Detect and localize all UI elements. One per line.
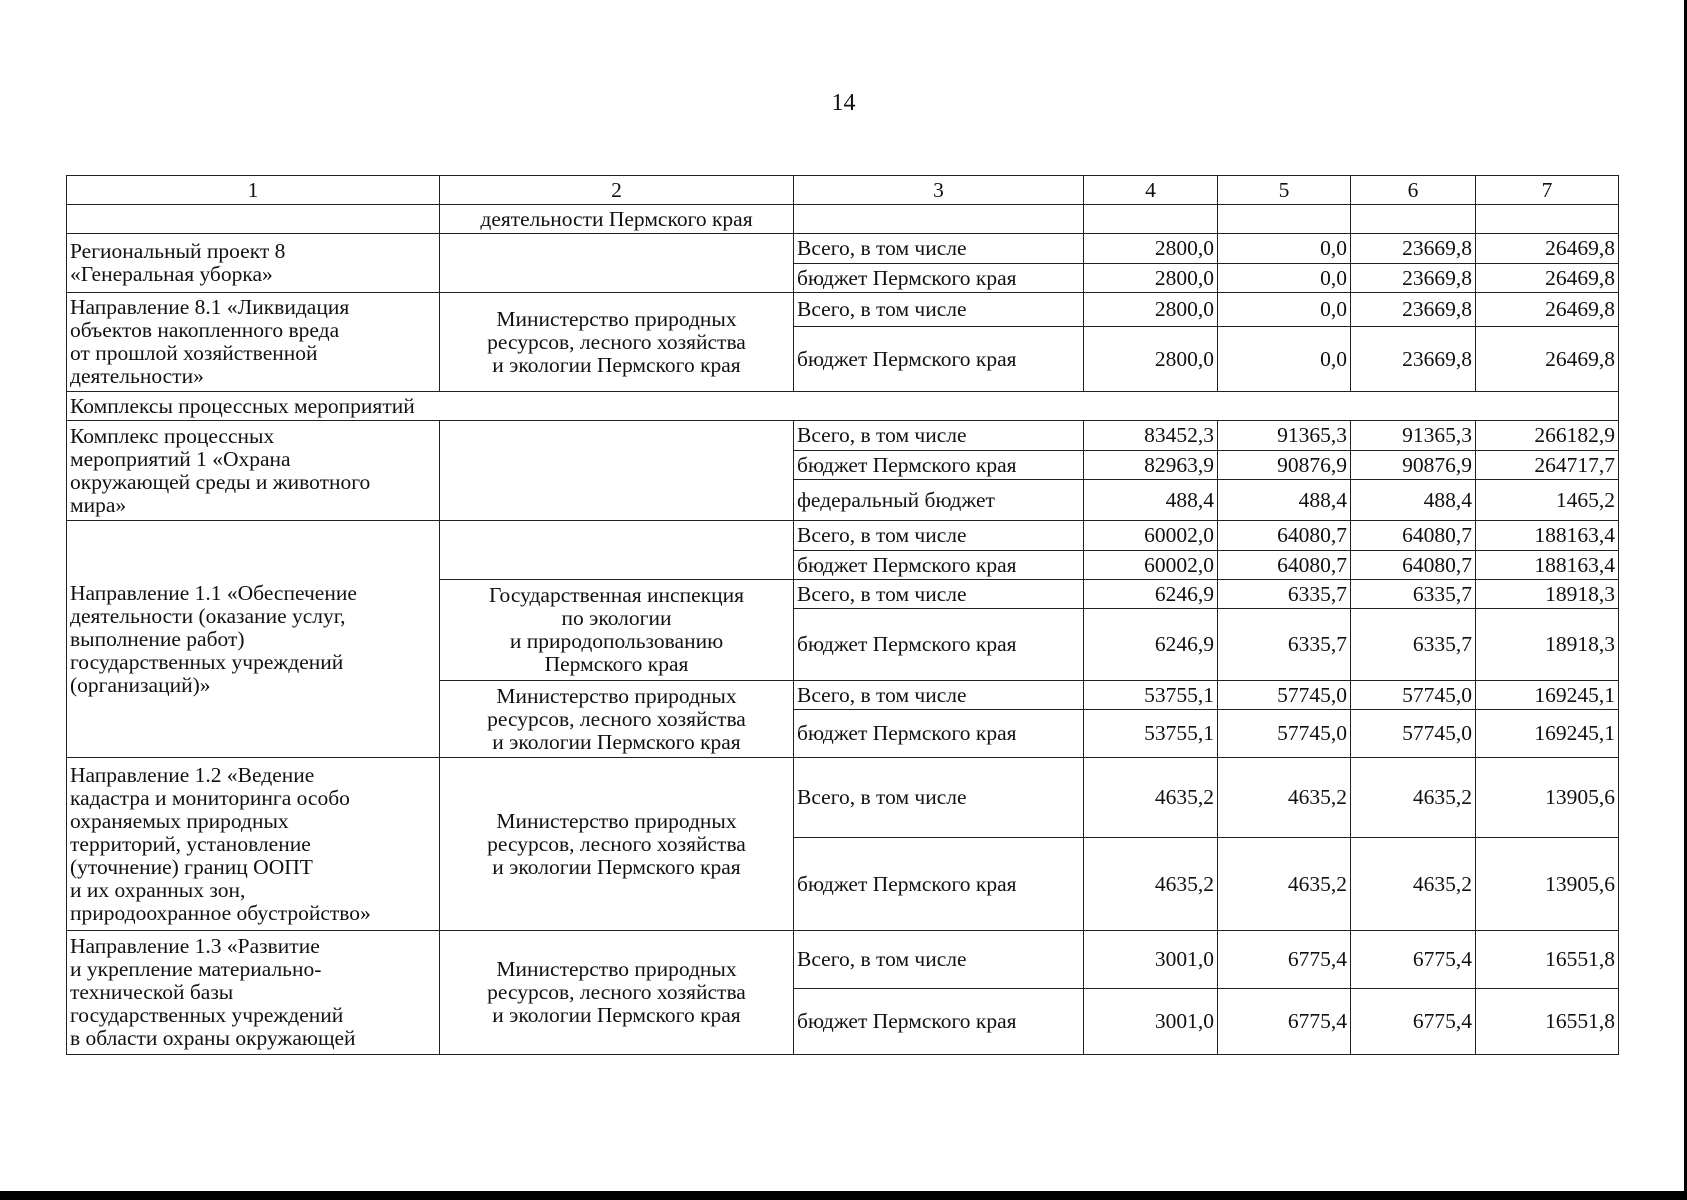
value-cell: 53755,1 (1084, 710, 1218, 758)
funding-source-cell: Всего, в том числе (794, 234, 1084, 264)
value-cell: 169245,1 (1476, 710, 1619, 758)
value-cell: 3001,0 (1084, 989, 1218, 1055)
value-cell: 90876,9 (1218, 451, 1351, 480)
value-cell: 57745,0 (1351, 681, 1476, 710)
column-header: 6 (1351, 176, 1476, 205)
funding-source-cell: федеральный бюджет (794, 480, 1084, 521)
value-cell: 64080,7 (1351, 551, 1476, 580)
value-cell: 488,4 (1351, 480, 1476, 521)
value-cell: 4635,2 (1218, 758, 1351, 838)
empty-cell (67, 205, 440, 234)
executor-cell: Министерство природных ресурсов, лесного хозяйства и экологии Пермского края (440, 681, 794, 758)
project-name-cell: Региональный проект 8 «Генеральная уборка» (67, 234, 440, 293)
value-cell: 6775,4 (1351, 931, 1476, 989)
funding-source-cell: бюджет Пермского края (794, 264, 1084, 293)
empty-cell (1476, 205, 1619, 234)
executor-cell (440, 421, 794, 521)
value-cell: 6775,4 (1218, 989, 1351, 1055)
executor-cell: Министерство природных ресурсов, лесного хозяйства и экологии Пермского края (440, 758, 794, 931)
value-cell: 23669,8 (1351, 327, 1476, 392)
value-cell: 23669,8 (1351, 234, 1476, 264)
value-cell: 18918,3 (1476, 609, 1619, 681)
executor-cell (440, 521, 794, 580)
value-cell: 4635,2 (1351, 838, 1476, 931)
executor-cell: Министерство природных ресурсов, лесного хозяйства и экологии Пермского края (440, 293, 794, 392)
empty-cell (794, 205, 1084, 234)
value-cell: 0,0 (1218, 234, 1351, 264)
section-title: Комплексы процессных мероприятий (67, 392, 1619, 421)
value-cell: 266182,9 (1476, 421, 1619, 451)
table-row (67, 521, 1619, 551)
complex-name-cell: Комплекс процессных мероприятий 1 «Охрана окружающей среды и животного мира» (67, 421, 440, 521)
column-header: 5 (1218, 176, 1351, 205)
funding-source-cell: Всего, в том числе (794, 681, 1084, 710)
direction-name-cell: Направление 1.1 «Обеспечение деятельности (оказание услуг, выполнение работ) государственных учреждений (организаций)» (67, 521, 440, 758)
funding-source-cell: Всего, в том числе (794, 521, 1084, 551)
value-cell: 188163,4 (1476, 521, 1619, 551)
value-cell: 90876,9 (1351, 451, 1476, 480)
value-cell: 169245,1 (1476, 681, 1619, 710)
value-cell: 82963,9 (1084, 451, 1218, 480)
funding-source-cell: бюджет Пермского края (794, 451, 1084, 480)
value-cell: 91365,3 (1218, 421, 1351, 451)
value-cell: 6335,7 (1218, 580, 1351, 609)
value-cell: 4635,2 (1351, 758, 1476, 838)
value-cell: 60002,0 (1084, 551, 1218, 580)
value-cell: 16551,8 (1476, 989, 1619, 1055)
value-cell: 6246,9 (1084, 609, 1218, 681)
value-cell: 0,0 (1218, 327, 1351, 392)
value-cell: 0,0 (1218, 293, 1351, 327)
value-cell: 26469,8 (1476, 234, 1619, 264)
value-cell: 64080,7 (1218, 521, 1351, 551)
value-cell: 264717,7 (1476, 451, 1619, 480)
funding-source-cell: бюджет Пермского края (794, 710, 1084, 758)
executor-cell (440, 234, 794, 293)
value-cell: 6335,7 (1351, 580, 1476, 609)
funding-source-cell: бюджет Пермского края (794, 989, 1084, 1055)
empty-cell (1218, 205, 1351, 234)
value-cell: 16551,8 (1476, 931, 1619, 989)
value-cell: 488,4 (1084, 480, 1218, 521)
column-header: 3 (794, 176, 1084, 205)
value-cell: 4635,2 (1084, 838, 1218, 931)
value-cell: 83452,3 (1084, 421, 1218, 451)
table-row (67, 293, 1619, 327)
value-cell: 188163,4 (1476, 551, 1619, 580)
value-cell: 64080,7 (1351, 521, 1476, 551)
value-cell: 4635,2 (1084, 758, 1218, 838)
value-cell: 6775,4 (1351, 989, 1476, 1055)
funding-source-cell: Всего, в том числе (794, 421, 1084, 451)
continuation-row (67, 205, 1619, 234)
column-number-row (67, 176, 1619, 205)
value-cell: 2800,0 (1084, 293, 1218, 327)
value-cell: 53755,1 (1084, 681, 1218, 710)
funding-source-cell: Всего, в том числе (794, 293, 1084, 327)
funding-source-cell: бюджет Пермского края (794, 327, 1084, 392)
value-cell: 13905,6 (1476, 758, 1619, 838)
value-cell: 57745,0 (1218, 681, 1351, 710)
value-cell: 26469,8 (1476, 293, 1619, 327)
value-cell: 91365,3 (1351, 421, 1476, 451)
column-header: 2 (440, 176, 794, 205)
executor-cell: деятельности Пермского края (440, 205, 794, 234)
executor-cell: Министерство природных ресурсов, лесного хозяйства и экологии Пермского края (440, 931, 794, 1055)
direction-name-cell: Направление 8.1 «Ликвидация объектов накопленного вреда от прошлой хозяйственной деятельности» (67, 293, 440, 392)
funding-source-cell: Всего, в том числе (794, 931, 1084, 989)
value-cell: 64080,7 (1218, 551, 1351, 580)
value-cell: 23669,8 (1351, 293, 1476, 327)
empty-cell (1351, 205, 1476, 234)
funding-source-cell: бюджет Пермского края (794, 838, 1084, 931)
executor-cell: Государственная инспекция по экологии и природопользованию Пермского края (440, 580, 794, 681)
value-cell: 6335,7 (1218, 609, 1351, 681)
value-cell: 488,4 (1218, 480, 1351, 521)
value-cell: 60002,0 (1084, 521, 1218, 551)
column-header: 1 (67, 176, 440, 205)
table-row (67, 758, 1619, 838)
value-cell: 26469,8 (1476, 327, 1619, 392)
value-cell: 57745,0 (1351, 710, 1476, 758)
value-cell: 0,0 (1218, 264, 1351, 293)
value-cell: 26469,8 (1476, 264, 1619, 293)
column-header: 4 (1084, 176, 1218, 205)
column-header: 7 (1476, 176, 1619, 205)
funding-source-cell: бюджет Пермского края (794, 609, 1084, 681)
value-cell: 57745,0 (1218, 710, 1351, 758)
direction-name-cell: Направление 1.3 «Развитие и укрепление материально- технической базы государственных учреждений в области охраны окружающей (67, 931, 440, 1055)
value-cell: 6335,7 (1351, 609, 1476, 681)
empty-cell (1084, 205, 1218, 234)
value-cell: 4635,2 (1218, 838, 1351, 931)
value-cell: 1465,2 (1476, 480, 1619, 521)
value-cell: 23669,8 (1351, 264, 1476, 293)
table-row (67, 421, 1619, 451)
direction-name-cell: Направление 1.2 «Ведение кадастра и мониторинга особо охраняемых природных территорий, установление (уточнение) границ ООПТ и их охранных зон, природоохранное обустройство» (67, 758, 440, 931)
funding-source-cell: бюджет Пермского края (794, 551, 1084, 580)
value-cell: 13905,6 (1476, 838, 1619, 931)
value-cell: 6775,4 (1218, 931, 1351, 989)
funding-source-cell: Всего, в том числе (794, 758, 1084, 838)
value-cell: 6246,9 (1084, 580, 1218, 609)
section-row (67, 392, 1619, 421)
value-cell: 2800,0 (1084, 327, 1218, 392)
page-frame-bottom-border (0, 1191, 1687, 1200)
value-cell: 2800,0 (1084, 234, 1218, 264)
page-number: 14 (831, 90, 856, 116)
value-cell: 3001,0 (1084, 931, 1218, 989)
value-cell: 2800,0 (1084, 264, 1218, 293)
value-cell: 18918,3 (1476, 580, 1619, 609)
funding-source-cell: Всего, в том числе (794, 580, 1084, 609)
table-row (67, 931, 1619, 989)
budget-table (66, 175, 1619, 1055)
table-row (67, 234, 1619, 264)
